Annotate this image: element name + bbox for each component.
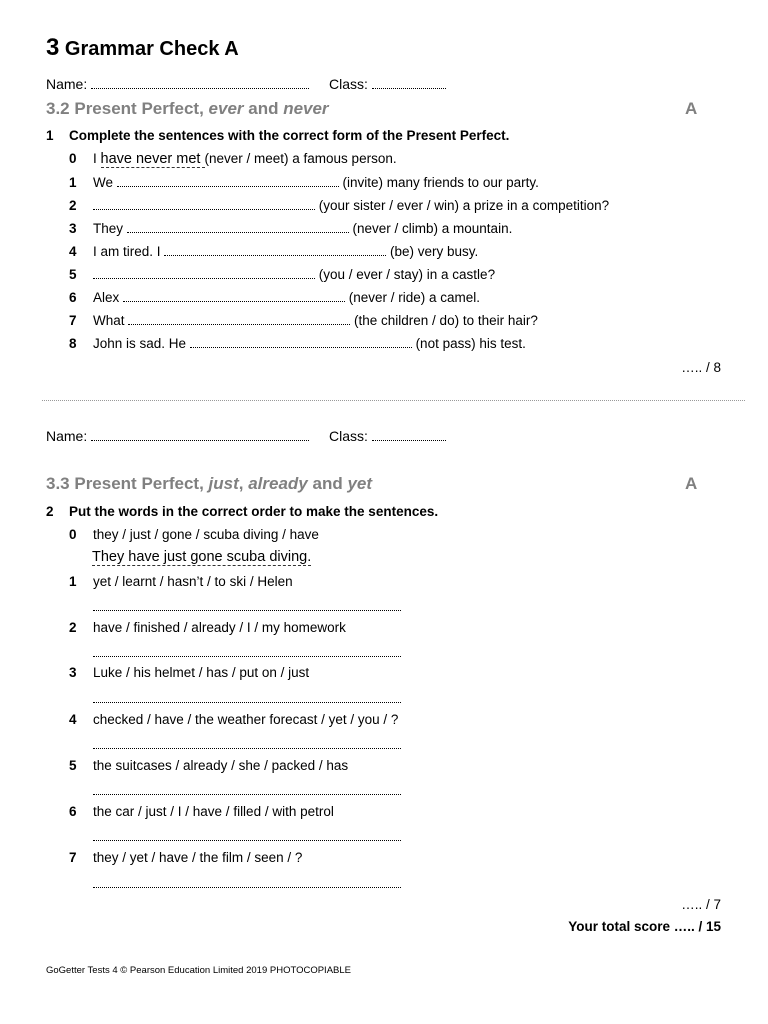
exercise-2-item-6: [69, 804, 334, 819]
class-label: Class:: [329, 76, 368, 92]
instruction-text: Complete the sentences with the correct form of the Present Perfect.: [69, 128, 510, 143]
item-number: 2: [69, 198, 77, 213]
item-number: 1: [69, 175, 77, 190]
heading-part: ever: [208, 99, 244, 118]
item-prefix: We: [93, 175, 117, 190]
heading-part: and: [307, 474, 348, 493]
heading-part: yet: [347, 474, 373, 493]
example-answer: They have just gone scuba diving.: [92, 549, 312, 565]
name-class-row-2: [46, 428, 446, 444]
item-suffix: (you / ever / stay) in a castle?: [315, 267, 496, 282]
word-prompt: yet / learnt / hasn’t / to ski / Helen: [93, 574, 293, 589]
example-answer-line: [92, 549, 311, 565]
item-number: 5: [69, 758, 77, 773]
word-prompt: they / yet / have / the film / seen / ?: [93, 850, 303, 865]
heading-part: 3.2 Present Perfect,: [46, 99, 209, 118]
item-suffix: (never / climb) a mountain.: [348, 221, 513, 236]
answer-blank[interactable]: [128, 313, 350, 325]
name-field[interactable]: [91, 430, 309, 441]
item-number: 5: [69, 267, 77, 282]
item-prefix: John is sad. He: [93, 336, 190, 351]
answer-line-3[interactable]: [93, 701, 401, 703]
item-number: 3: [69, 221, 77, 236]
name-class-row-1: [46, 76, 446, 92]
word-prompt: the suitcases / already / she / packed / has: [93, 758, 349, 773]
item-suffix: (invite) many friends to our party.: [338, 175, 539, 190]
answer-blank[interactable]: [164, 244, 386, 256]
item-number: 8: [69, 336, 77, 351]
exercise-2-item-2: [69, 620, 346, 635]
footer-copyright: GoGetter Tests 4 © Pearson Education Limited 2019 PHOTOCOPIABLE: [46, 965, 351, 976]
exercise-1-item-4: [69, 244, 478, 259]
answer-line-7[interactable]: [93, 886, 401, 888]
exercise-1-item-6: [69, 290, 480, 305]
heading-part: just: [208, 474, 239, 493]
section-1-score: ….. / 8: [681, 360, 721, 375]
exercise-1-item-7: [69, 313, 538, 328]
instruction-number: 1: [46, 128, 54, 143]
word-prompt: the car / just / I / have / filled / with petrol: [93, 804, 334, 819]
page-title: [46, 34, 239, 62]
instruction-number: 2: [46, 504, 54, 519]
item-prefix: They: [93, 221, 127, 236]
section-divider: [42, 400, 745, 401]
instruction-text: Put the words in the correct order to make the sentences.: [69, 504, 439, 519]
item-number: 0: [69, 527, 77, 542]
item-suffix: (not pass) his test.: [411, 336, 526, 351]
name-label: Name:: [46, 428, 88, 444]
exercise-2-item-7: [69, 850, 302, 865]
word-prompt: have / finished / already / I / my homework: [93, 620, 346, 635]
item-suffix: (your sister / ever / win) a prize in a competition?: [315, 198, 610, 213]
item-number: 6: [69, 290, 77, 305]
item-number: 1: [69, 574, 77, 589]
exercise-2-item-5: [69, 758, 348, 773]
heading-part: already: [248, 474, 308, 493]
item-number: 2: [69, 620, 77, 635]
item-prefix: I: [93, 151, 101, 166]
exercise-1-item-8: [69, 336, 526, 351]
exercise-1-item-5: [69, 267, 495, 282]
exercise-1-item-1: [69, 175, 539, 190]
instruction-2: [46, 504, 438, 519]
answer-blank[interactable]: [93, 267, 315, 279]
section-heading-3-3: [46, 474, 372, 494]
item-number: 6: [69, 804, 77, 819]
heading-part: ,: [238, 474, 249, 493]
title-text: Grammar Check A: [64, 38, 239, 60]
name-label: Name:: [46, 76, 88, 92]
answer-line-5[interactable]: [93, 793, 401, 795]
answer-blank[interactable]: [190, 336, 412, 348]
heading-part: and: [243, 99, 284, 118]
item-number: 7: [69, 850, 77, 865]
item-suffix: (be) very busy.: [386, 244, 479, 259]
class-label: Class:: [329, 428, 368, 444]
exercise-2-item-3: [69, 665, 309, 680]
exercise-1-item-0: [69, 151, 397, 167]
answer-blank[interactable]: [127, 221, 349, 233]
level-badge: A: [685, 474, 698, 493]
heading-part: 3.3 Present Perfect,: [46, 474, 209, 493]
heading-part: never: [283, 99, 329, 118]
exercise-2-item-4: [69, 712, 398, 727]
level-badge: A: [685, 99, 698, 118]
item-prefix: I am tired. I: [93, 244, 165, 259]
item-prefix: Alex: [93, 290, 124, 305]
item-number: 4: [69, 244, 77, 259]
answer-blank[interactable]: [123, 290, 345, 302]
word-prompt: checked / have / the weather forecast / yet / you / ?: [93, 712, 399, 727]
name-field[interactable]: [91, 78, 309, 89]
answer-line-4[interactable]: [93, 747, 401, 749]
item-suffix: (the children / do) to their hair?: [350, 313, 538, 328]
answer-blank[interactable]: [93, 198, 315, 210]
item-number: 0: [69, 151, 77, 166]
answer-blank[interactable]: [117, 175, 339, 187]
item-number: 7: [69, 313, 77, 328]
word-prompt: Luke / his helmet / has / put on / just: [93, 665, 310, 680]
item-number: 3: [69, 665, 77, 680]
item-number: 4: [69, 712, 77, 727]
exercise-1-item-2: [69, 198, 609, 213]
word-prompt: they / just / gone / scuba diving / have: [93, 527, 319, 542]
answer-line-2[interactable]: [93, 655, 401, 657]
instruction-1: [46, 128, 509, 143]
answer-line-6[interactable]: [93, 839, 401, 841]
item-suffix: (never / meet) a famous person.: [204, 151, 397, 166]
answer-line-1[interactable]: [93, 609, 401, 611]
example-answer: have never met: [100, 151, 205, 167]
item-suffix: (never / ride) a camel.: [345, 290, 481, 305]
total-score: Your total score ….. / 15: [568, 919, 721, 934]
section-heading-3-2: [46, 99, 329, 119]
title-number: 3: [46, 34, 60, 61]
exercise-2-item-1: [69, 574, 293, 589]
exercise-2-item-0: [69, 527, 319, 542]
class-field[interactable]: [372, 430, 446, 441]
item-prefix: What: [93, 313, 129, 328]
class-field[interactable]: [372, 78, 446, 89]
exercise-1-item-3: [69, 221, 512, 236]
section-2-score: ….. / 7: [681, 897, 721, 912]
